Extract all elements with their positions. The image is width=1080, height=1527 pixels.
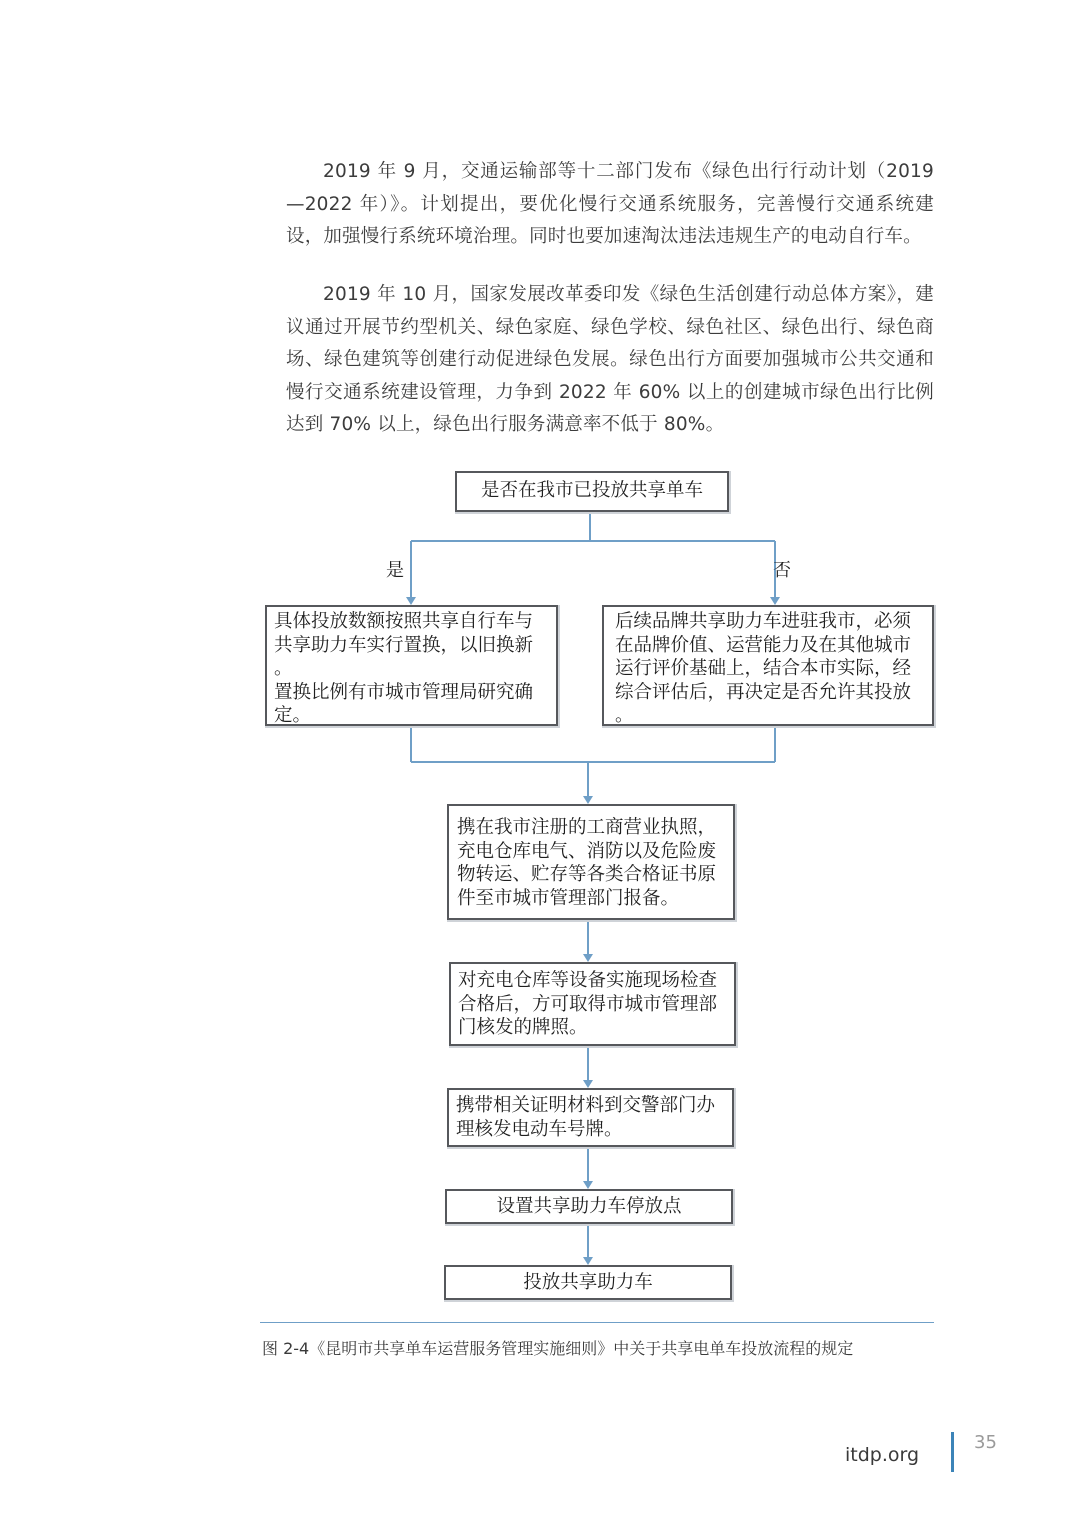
yes-label: 是 (386, 560, 404, 581)
flow-no-text: 后续品牌共享助力车进驻我市，必须 在品牌价值、运营能力及在其他城市 运行评价基础上，结合本市实际，经 综合评估后，再决定是否允许其投放 。 (615, 611, 912, 726)
figure-caption: 图 2-4《昆明市共享单车运营服务管理实施细则》中关于共享电单车投放流程的规定 (262, 1339, 854, 1358)
flow-step4-box (445, 1189, 733, 1224)
flow-step3-text: 携带相关证明材料到交警部门办 理核发电动车号牌。 (456, 1095, 716, 1140)
paragraph-1: 2019 年 9 月，交通运输部等十二部门发布《绿色出行行动计划（2019—2022 年）》。计划提出，要优化慢行交通系统服务，完善慢行交通系统建设，加强慢行系统环境治理。同时也要加速淘汰违法违规生产的电动自行车。 (286, 161, 934, 247)
paragraph-2: 2019 年 10 月，国家发展改革委印发《绿色生活创建行动总体方案》，建议通过开展节约型机关、绿色家庭、绿色学校、绿色社区、绿色出行、绿色商场、绿色建筑等创建行动促进绿色发展。绿色出行方面要加强城市公共交通和慢行交通系统建设管理，力争到 2022 年 60% 以上的创建城市绿色出行比例达到 70% 以上，绿色出行服务满意率不低于 80%。 (286, 284, 934, 435)
flow-step2-text: 对充电仓库等设备实施现场检查 合格后，方可取得市城市管理部 门核发的牌照。 (458, 970, 718, 1038)
caption-rule (260, 1322, 934, 1323)
flow-step1-box (447, 804, 735, 920)
flow-step2-box (449, 962, 736, 1046)
flow-yes-box (265, 605, 558, 726)
arrowhead-step5 (583, 1257, 593, 1265)
arrowhead-step3 (583, 1080, 593, 1088)
arrowhead-step4 (583, 1181, 593, 1189)
flow-yes-text: 具体投放数额按照共享自行车与 共享助力车实行置换，以旧换新 。 置换比例有市城市管理局研究确 定。 (274, 611, 534, 726)
flow-step5-box (444, 1265, 732, 1300)
flow-step1-text: 携在我市注册的工商营业执照， 充电仓库电气、消防以及危险废 物转运、贮存等各类合格证书原 件至市城市管理部门报备。 (457, 817, 717, 909)
flow-step5-text: 投放共享助力车 (523, 1272, 653, 1293)
flow-no-box (602, 605, 934, 726)
arrowhead-yes (406, 597, 416, 605)
flow-start-box (455, 471, 729, 512)
arrowhead-step1 (583, 796, 593, 804)
arrowhead-no (770, 597, 780, 605)
page-number: 35 (974, 1432, 997, 1453)
footer-accent-bar (951, 1432, 954, 1472)
flow-step4-text: 设置共享助力车停放点 (496, 1196, 682, 1217)
flow-start-text: 是否在我市已投放共享单车 (480, 480, 703, 501)
arrowhead-step2 (583, 954, 593, 962)
no-label: 否 (773, 560, 791, 581)
flow-step3-box (447, 1088, 734, 1147)
site-url[interactable]: itdp.org (845, 1444, 920, 1466)
